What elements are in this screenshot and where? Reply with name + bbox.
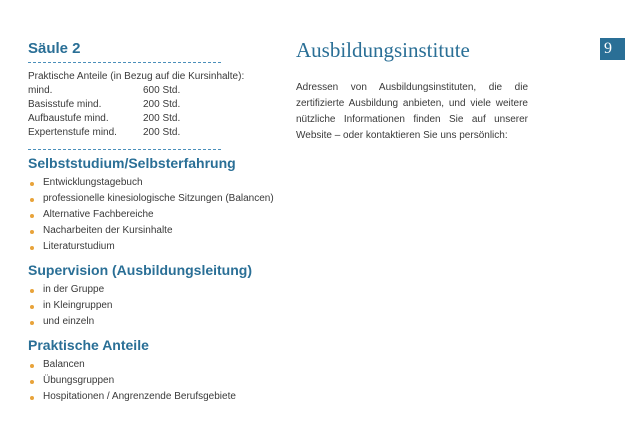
hours-label: Basisstufe mind. [28, 99, 102, 110]
praktische-heading: Praktische Anteile [28, 337, 149, 353]
hours-row [28, 84, 180, 98]
hours-value: 200 Std. [143, 113, 181, 124]
bullet-icon [30, 230, 34, 234]
hours-table [28, 84, 180, 140]
divider-top [28, 62, 221, 63]
hours-value: 200 Std. [143, 99, 181, 110]
supervision-heading: Supervision (Ausbildungsleitung) [28, 262, 252, 278]
list-item: und einzeln [28, 314, 278, 330]
bullet-icon [30, 289, 34, 293]
hours-label: mind. [28, 85, 53, 96]
supervision-list [28, 282, 278, 330]
selbststudium-heading: Selbststudium/Selbsterfahrung [28, 155, 236, 171]
bullet-icon [30, 214, 34, 218]
bullet-icon [30, 182, 34, 186]
list-item: Hospitationen / Angrenzende Berufsgebiete [28, 389, 278, 405]
hours-value: 600 Std. [143, 85, 181, 96]
list-item: Nacharbeiten der Kursinhalte [28, 223, 278, 239]
hours-value: 200 Std. [143, 127, 181, 138]
bullet-icon [30, 305, 34, 309]
divider-bottom [28, 149, 221, 150]
page-number: 9 [600, 38, 625, 60]
institutes-heading: Ausbildungsinstitute [296, 38, 470, 62]
bullet-icon [30, 321, 34, 325]
bullet-icon [30, 396, 34, 400]
list-item: professionelle kinesiologische Sitzungen (Balancen) [28, 191, 278, 207]
bullet-icon [30, 380, 34, 384]
list-item: in Kleingruppen [28, 298, 278, 314]
institutes-text: Adressen von Ausbildungsinstituten, die die zertifizierte Ausbildung anbieten, und viele weitere nützliche Informationen finden Sie auf unserer Website – oder kontaktieren Sie uns persönlich: [296, 82, 528, 141]
bullet-icon [30, 364, 34, 368]
list-item: Literaturstudium [28, 239, 278, 255]
hours-row [28, 98, 180, 112]
hours-row [28, 126, 180, 140]
left-column [28, 40, 278, 405]
hours-label: Expertenstufe mind. [28, 127, 117, 138]
list-item: in der Gruppe [28, 282, 278, 298]
hours-label: Aufbaustufe mind. [28, 113, 109, 124]
list-item: Balancen [28, 357, 278, 373]
hours-row [28, 112, 180, 126]
saeule-heading: Säule 2 [28, 40, 81, 57]
saeule-intro: Praktische Anteile (in Bezug auf die Kursinhalte): [28, 71, 245, 82]
list-item: Alternative Fachbereiche [28, 207, 278, 223]
bullet-icon [30, 246, 34, 250]
bullet-icon [30, 198, 34, 202]
list-item: Übungsgruppen [28, 373, 278, 389]
list-item: Entwicklungstagebuch [28, 175, 278, 191]
praktische-list [28, 357, 278, 405]
selbststudium-list [28, 175, 278, 255]
